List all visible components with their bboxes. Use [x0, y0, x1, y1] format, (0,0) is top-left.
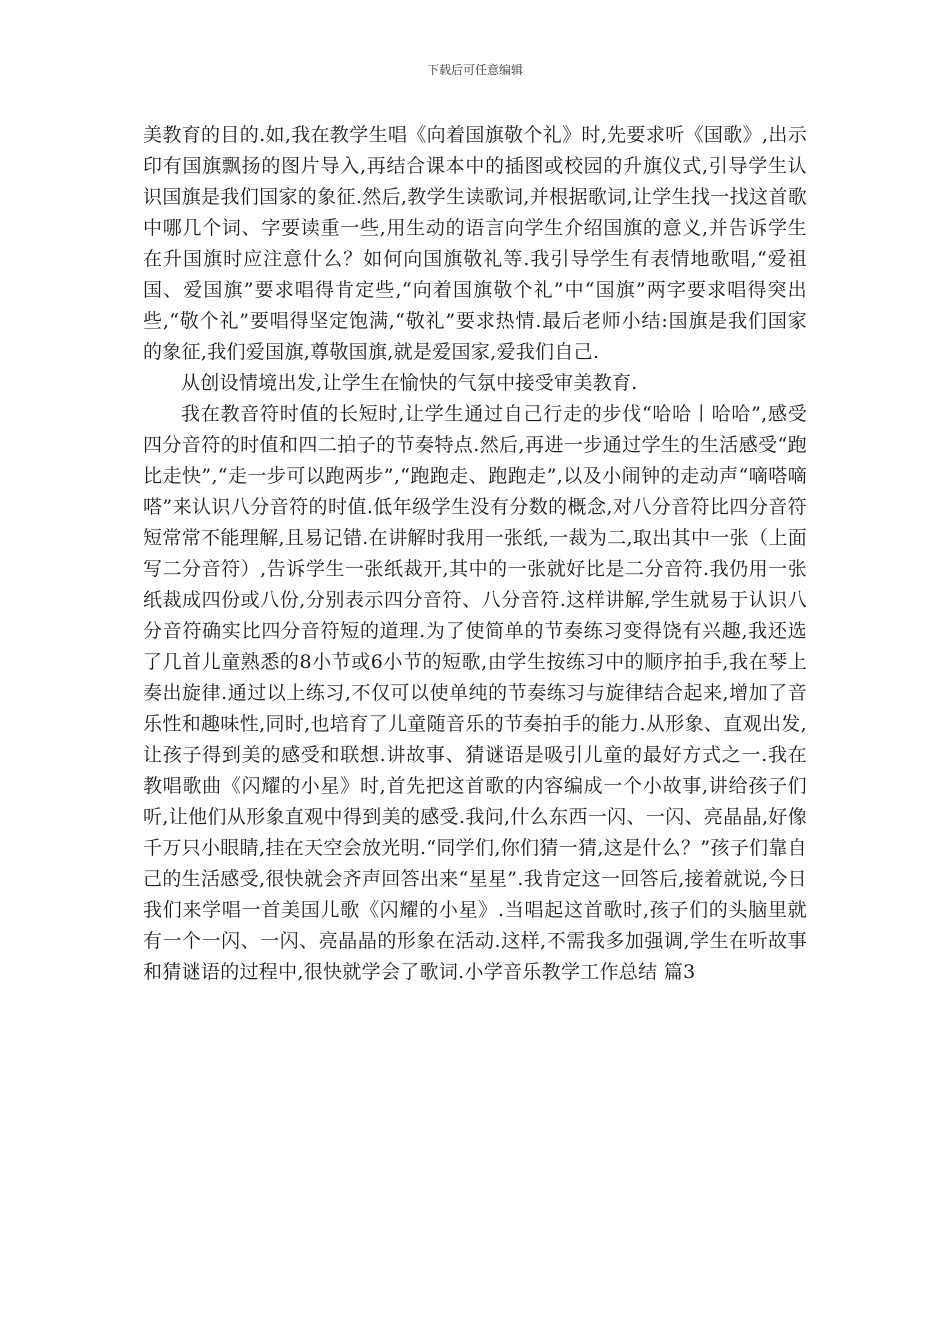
page-header: 下载后可任意编辑: [426, 63, 523, 77]
body-text: [143, 120, 807, 988]
paragraph-2: 从创设情境出发,让学生在愉快的气氛中接受审美教育.: [181, 372, 638, 394]
paragraph-1: 美教育的目的.如,我在教学生唱《向着国旗敬个礼》时,先要求听《国歌》,出示印有国旗飘扬的图片导入,再结合课本中的插图或校园的升旗仪式,引导学生认识国旗是我们国家的象征.然后,教学生读歌词,并根据歌词,让学生找一找这首歌中哪几个词、字要读重一些,用生动的语言向学生介绍国旗的意义,并告诉学生在升国旗时应注意什么？如何向国旗敬礼等.我引导学生有表情地歌唱,“爱祖国、爱国旗”要求唱得肯定些,“向着国旗敬个礼”中“国旗”两字要求唱得突出些,“敬个礼”要唱得坚定饱满,“敬礼”要求热情.最后老师小结:国旗是我们国家的象征,我们爱国旗,尊敬国旗,就是爱国家,爱我们自己.: [143, 124, 807, 363]
paragraph-3: 我在教音符时值的长短时,让学生通过自己行走的步伐“哈哈丨哈哈”,感受四分音符的时值和四二拍子的节奏特点.然后,再进一步通过学生的生活感受“跑比走快”,“走一步可以跑两步”,“跑跑走、跑跑走”,以及小闹钟的走动声“嘀嗒嘀嗒”来认识八分音符的时值.低年级学生没有分数的概念,对八分音符比四分音符短常常不能理解,且易记错.在讲解时我用一张纸,一裁为二,取出其中一张（上面写二分音符）,告诉学生一张纸裁开,其中的一张就好比是二分音符.我仍用一张纸裁成四份或八份,分别表示四分音符、八分音符.这样讲解,学生就易于认识八分音符确实比四分音符短的道理.为了使简单的节奏练习变得饶有兴趣,我还选了几首儿童熟悉的8小节或6小节的短歌,由学生按练习中的顺序拍手,我在琴上奏出旋律.通过以上练习,不仅可以使单纯的节奏练习与旋律结合起来,增加了音乐性和趣味性,同时,也培育了儿童随音乐的节奏拍手的能力.从形象、直观出发,让孩子得到美的感受和联想.讲故事、猜谜语是吸引儿童的最好方式之一.我在教唱歌曲《闪耀的小星》时,首先把这首歌的内容编成一个小故事,讲给孩子们听,让他们从形象直观中得到美的感受.我问,什么东西一闪、一闪、亮晶晶,好像千万只小眼睛,挂在天空会放光明.“同学们,你们猜一猜,这是什么？”孩子们靠自己的生活感受,很快就会齐声回答出来“星星”.我肯定这一回答后,接着就说,今日我们来学唱一首美国儿歌《闪耀的小星》.当唱起这首歌时,孩子们的头脑里就有一个一闪、一闪、亮晶晶的形象在活动.这样,不需我多加强调,学生在听故事和猜谜语的过程中,很快就学会了歌词.小学音乐教学工作总结 篇3: [143, 403, 807, 983]
